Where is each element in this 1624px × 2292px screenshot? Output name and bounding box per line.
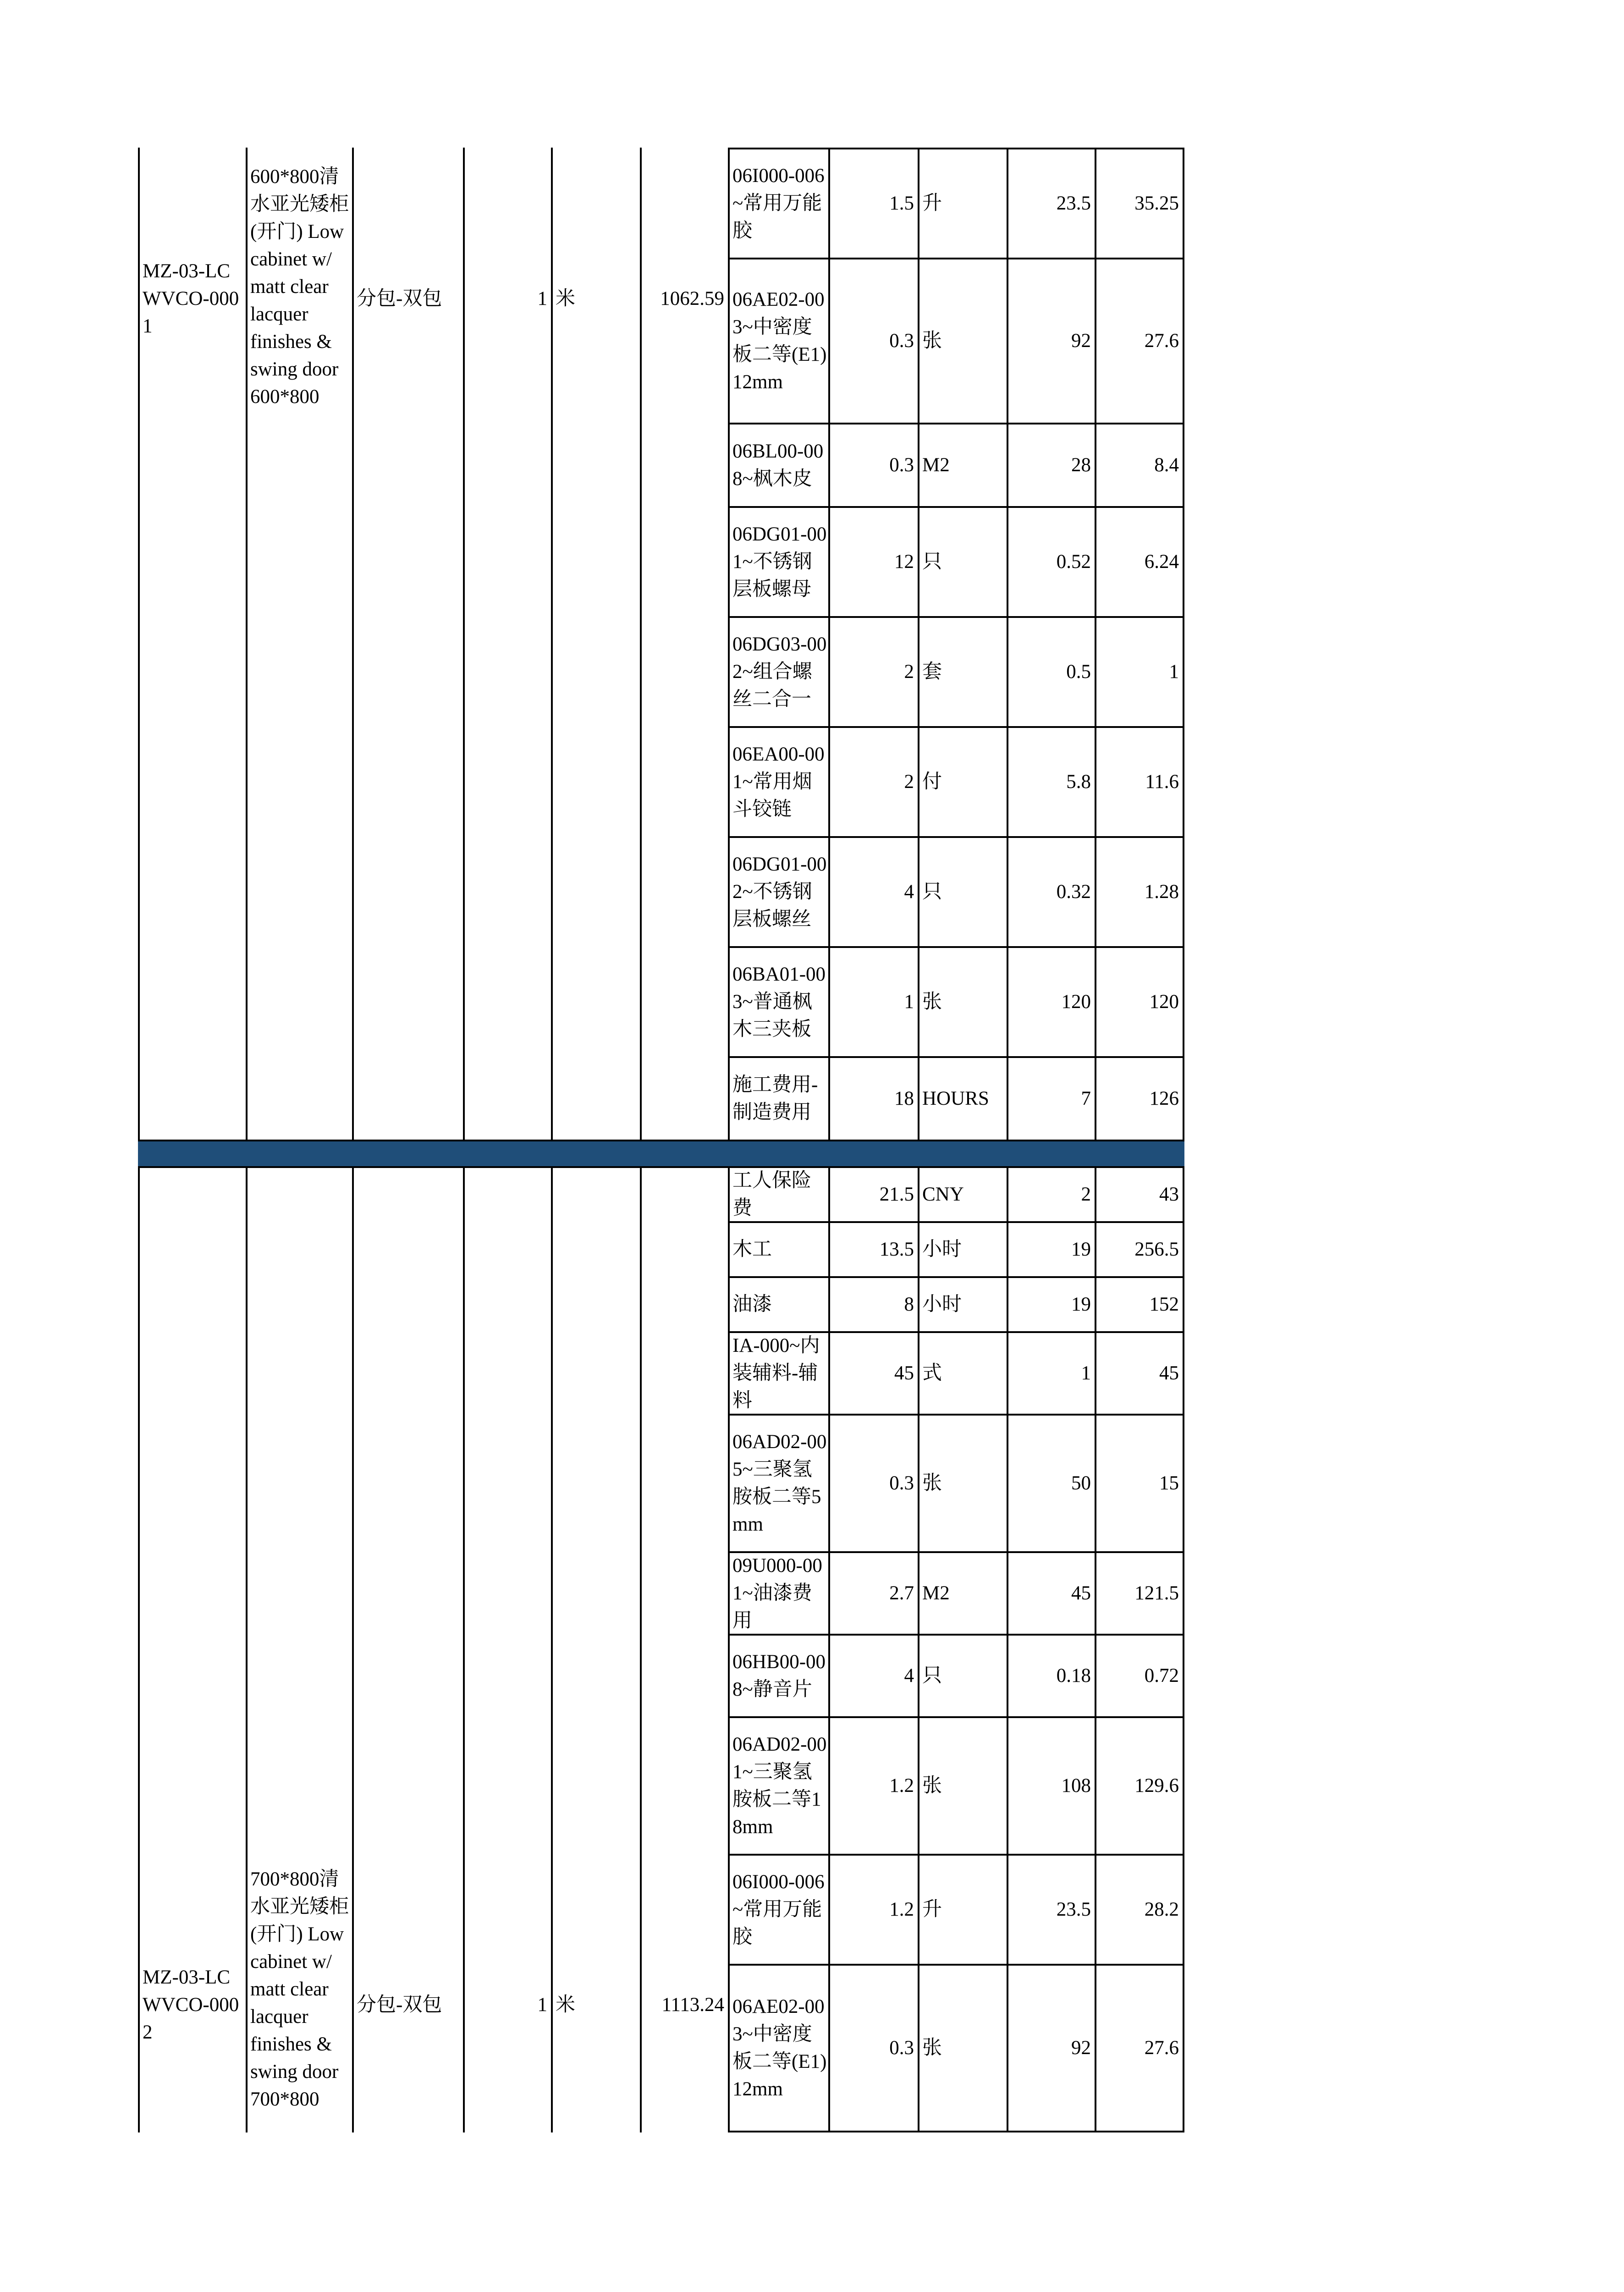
material-amount: 121.5 [1134, 1582, 1179, 1604]
material-unit: 付 [922, 771, 942, 793]
material-price: 108 [1061, 1775, 1091, 1796]
material-amount: 256.5 [1134, 1239, 1179, 1260]
item-code: MZ-03-LCWVCO-0001 [143, 260, 239, 337]
material-qty: 21.5 [879, 1184, 914, 1205]
material-amount: 11.6 [1145, 771, 1179, 793]
material-name: 06I000-006~常用万能胶 [732, 1871, 825, 1948]
material-amount: 27.6 [1144, 2037, 1179, 2059]
material-name: 施工费用-制造费用 [732, 1074, 818, 1123]
material-qty: 1.2 [889, 1899, 914, 1920]
material-amount: 120 [1149, 991, 1179, 1013]
material-amount: 28.2 [1144, 1899, 1179, 1920]
material-price: 0.52 [1056, 551, 1091, 573]
material-name: 06EA00-001~常用烟斗铰链 [732, 744, 825, 820]
material-unit: 张 [922, 991, 942, 1013]
material-unit: 小时 [922, 1294, 962, 1315]
item-description: 600*800清水亚光矮柜(开门) Low cabinet w/ matt clear lacquer finishes & swing door 600*800 [250, 166, 349, 408]
material-price: 7 [1081, 1088, 1091, 1109]
material-price: 0.18 [1056, 1665, 1091, 1686]
material-qty: 18 [894, 1088, 914, 1109]
item-package: 分包-双包 [357, 1994, 442, 2016]
item-unit: 米 [556, 1994, 575, 2016]
material-price: 28 [1071, 454, 1091, 476]
material-qty: 2.7 [889, 1582, 914, 1604]
item-code: MZ-03-LCWVCO-0002 [143, 1967, 239, 2043]
material-name: 06BA01-003~普通枫木三夹板 [732, 964, 826, 1040]
material-amount: 45 [1159, 1362, 1179, 1384]
material-unit: M2 [922, 454, 950, 476]
material-qty: 1.2 [889, 1775, 914, 1796]
material-amount: 27.6 [1144, 330, 1179, 352]
material-price: 23.5 [1056, 1899, 1091, 1920]
material-name: 09U000-001~油漆费用 [732, 1555, 822, 1631]
item-separator-band [138, 1140, 1184, 1167]
item-description: 700*800清水亚光矮柜(开门) Low cabinet w/ matt clear lacquer finishes & swing door 700*800 [250, 1868, 349, 2110]
material-price: 92 [1071, 330, 1091, 352]
material-price: 92 [1071, 2037, 1091, 2059]
material-unit: 升 [922, 193, 942, 214]
material-qty: 1 [904, 991, 914, 1013]
material-qty: 4 [904, 881, 914, 903]
material-amount: 0.72 [1144, 1665, 1179, 1686]
material-qty: 13.5 [879, 1239, 914, 1260]
material-amount: 129.6 [1134, 1775, 1179, 1796]
material-price: 19 [1071, 1239, 1091, 1260]
material-price: 50 [1071, 1472, 1091, 1494]
material-qty: 2 [904, 771, 914, 793]
material-qty: 4 [904, 1665, 914, 1686]
material-price: 120 [1061, 991, 1091, 1013]
material-name: 06AE02-003~中密度板二等(E1)12mm [732, 1996, 827, 2100]
item-unit: 米 [556, 288, 575, 309]
material-unit: 张 [922, 2037, 942, 2059]
material-qty: 0.3 [889, 330, 914, 352]
material-name: 木工 [732, 1239, 772, 1260]
material-amount: 152 [1149, 1294, 1179, 1315]
material-name: 工人保险费 [732, 1170, 811, 1219]
material-name: 06DG01-002~不锈钢层板螺丝 [732, 854, 827, 930]
material-price: 0.32 [1056, 881, 1091, 903]
material-price: 19 [1071, 1294, 1091, 1315]
material-amount: 1.28 [1144, 881, 1179, 903]
material-unit: 只 [922, 551, 942, 573]
material-qty: 0.3 [889, 454, 914, 476]
material-unit: 升 [922, 1899, 942, 1920]
material-unit: 套 [922, 661, 942, 683]
material-qty: 0.3 [889, 2037, 914, 2059]
material-name: 06AD02-005~三聚氢胺板二等5mm [732, 1431, 827, 1535]
material-name: 06DG03-002~组合螺丝二合一 [732, 634, 827, 710]
material-qty: 1.5 [889, 193, 914, 214]
material-unit: 张 [922, 330, 942, 352]
material-name: 06HB00-008~静音片 [732, 1651, 826, 1700]
material-qty: 0.3 [889, 1472, 914, 1494]
material-qty: 45 [894, 1362, 914, 1384]
item-total: 1062.59 [660, 288, 724, 309]
material-price: 0.5 [1066, 661, 1091, 683]
row-line [728, 2131, 1184, 2132]
material-price: 2 [1081, 1184, 1091, 1205]
material-name: IA-000~内装辅料-辅料 [732, 1335, 820, 1411]
material-qty: 8 [904, 1294, 914, 1315]
item-package: 分包-双包 [357, 288, 442, 309]
material-unit: HOURS [922, 1088, 989, 1109]
material-price: 1 [1081, 1362, 1091, 1384]
material-name: 油漆 [732, 1294, 772, 1315]
material-unit: M2 [922, 1582, 950, 1604]
material-qty: 12 [894, 551, 914, 573]
material-unit: 小时 [922, 1239, 962, 1260]
material-unit: 张 [922, 1472, 942, 1494]
material-amount: 15 [1159, 1472, 1179, 1494]
material-unit: 张 [922, 1775, 942, 1796]
material-price: 5.8 [1066, 771, 1091, 793]
material-name: 06DG01-001~不锈钢层板螺母 [732, 523, 827, 600]
material-unit: CNY [922, 1184, 964, 1205]
material-unit: 式 [922, 1362, 942, 1384]
material-price: 45 [1071, 1582, 1091, 1604]
row-line [138, 1140, 1184, 1141]
material-name: 06AE02-003~中密度板二等(E1)12mm [732, 289, 827, 393]
material-amount: 126 [1149, 1088, 1179, 1109]
material-amount: 6.24 [1144, 551, 1179, 573]
item-total: 1113.24 [661, 1994, 724, 2016]
material-unit: 只 [922, 881, 942, 903]
material-amount: 43 [1159, 1184, 1179, 1205]
item-quantity: 1 [537, 1994, 547, 2016]
material-name: 06AD02-001~三聚氢胺板二等18mm [732, 1734, 827, 1838]
material-amount: 8.4 [1154, 454, 1179, 476]
material-amount: 35.25 [1134, 193, 1179, 214]
item-quantity: 1 [537, 288, 547, 309]
material-qty: 2 [904, 661, 914, 683]
material-price: 23.5 [1056, 193, 1091, 214]
material-unit: 只 [922, 1665, 942, 1686]
material-name: 06BL00-008~枫木皮 [732, 441, 824, 490]
material-amount: 1 [1169, 661, 1179, 683]
material-name: 06I000-006~常用万能胶 [732, 165, 825, 242]
